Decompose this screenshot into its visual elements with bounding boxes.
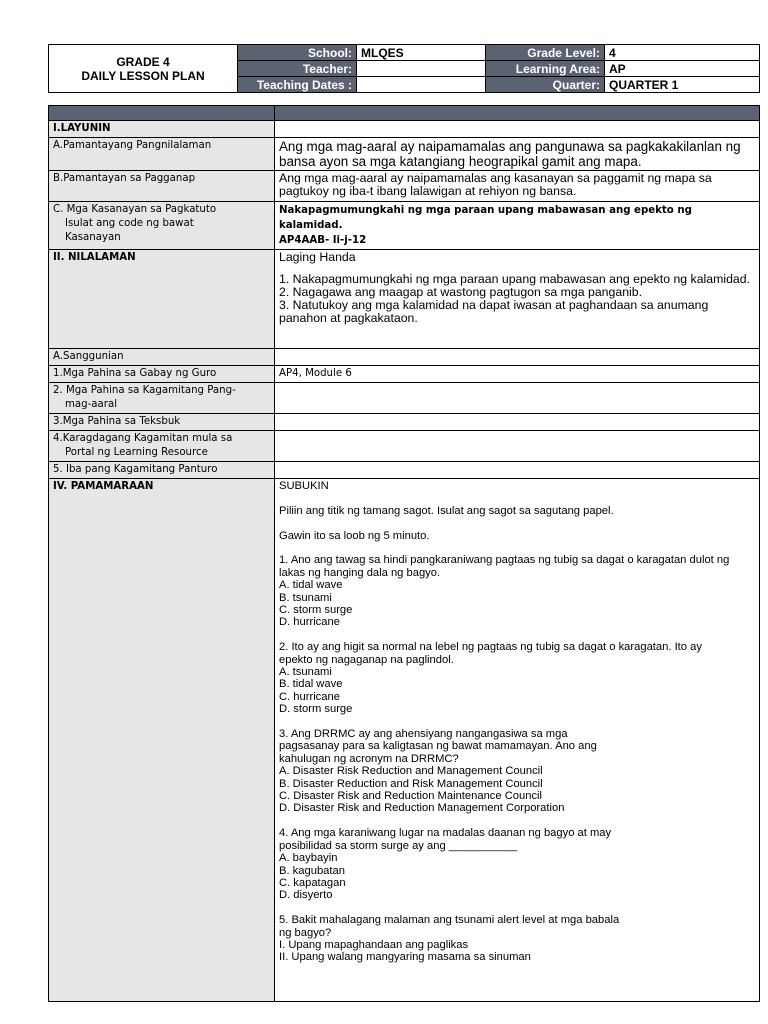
karagdagang-label <box>49 431 275 462</box>
teaching-dates-label: Teaching Dates : <box>238 77 357 93</box>
grade-level-value: 4 <box>605 45 760 61</box>
row-kasanayan <box>49 202 760 250</box>
grade-level-label: Grade Level: <box>486 45 605 61</box>
nilalaman-item-1: 1. Nakapagmumungkahi ng mga paraan upang mabawasan ang epekto ng kalamidad. <box>279 272 751 286</box>
layunin-label: I.LAYUNIN <box>49 121 275 138</box>
row-layunin <box>49 121 760 138</box>
row-gabay <box>49 366 760 383</box>
nilalaman-label: II. NILALAMAN <box>49 250 275 349</box>
instruction-1: Piliin ang titik ng tamang sagot. Isulat ang sagot sa sagutang papel. <box>279 504 614 517</box>
learning-area-value: AP <box>605 61 760 77</box>
quarter-value: QUARTER 1 <box>605 77 760 93</box>
kasanayan-label <box>49 202 275 250</box>
row-sanggunian <box>49 349 760 366</box>
row-pagganap <box>49 171 760 202</box>
pangnilalaman-value: Ang mga mag-aaral ay naipamamalas ang pangunawa sa pagkakakilanlan ng bansa ayon sa mga katangiang heograpikal gamit ang mapa. <box>279 139 741 169</box>
kagamitan-label-2: mag-aaral <box>65 399 118 410</box>
teaching-dates-value <box>357 77 486 93</box>
iba-label: 5. Iba pang Kagamitang Panturo <box>49 462 275 479</box>
teksbuk-label: 3.Mga Pahina sa Teksbuk <box>49 414 275 431</box>
nilalaman-item-2: 2. Nagagawa ang maagap at wastong pagtugon sa mga panganib. <box>279 285 643 299</box>
pamamaraan-label: IV. PAMAMARAAN <box>49 479 275 1002</box>
row-karagdagang <box>49 431 760 462</box>
row-kagamitan <box>49 383 760 414</box>
sanggunian-label: A.Sanggunian <box>49 349 275 366</box>
row-nilalaman <box>49 250 760 349</box>
pagganap-value: Ang mga mag-aaral ay naipamamalas ang kasanayan sa paggamit ng mapa sa pagtukoy ng iba-t ibang lalawigan at rehiyon ng bansa. <box>279 171 712 198</box>
school-value: MLQES <box>357 45 486 61</box>
title-dlp: DAILY LESSON PLAN <box>81 68 205 83</box>
learning-area-label: Learning Area: <box>486 61 605 77</box>
nilalaman-item-3: 3. Natutukoy ang mga kalamidad na dapat iwasan at paghandaan sa anumang panahon at pagkakataon. <box>279 298 709 325</box>
question-4: 4. Ang mga karaniwang lugar na madalas daanan ng bagyo at may posibilidad sa storm surge ay ang ___________ A. baybayin B. kagubatan C. kapatagan D. disyerto <box>279 827 612 902</box>
instruction-2: Gawin ito sa loob ng 5 minuto. <box>279 529 430 542</box>
header-table <box>48 44 760 93</box>
school-label: School: <box>238 45 357 61</box>
question-1: 1. Ano ang tawag sa hindi pangkaraniwang pagtaas ng tubig sa dagat o karagatan dulot ng lakas ng hanging dala ng bagyo. A. tidal wave B. tsunami C. storm surge D. hurricane <box>279 554 730 629</box>
kagamitan-label <box>49 383 275 414</box>
gabay-value: AP4, Module 6 <box>279 368 352 379</box>
row-iba <box>49 462 760 479</box>
pangnilalaman-label: A.Pamantayang Pangnilalaman <box>49 138 275 171</box>
nilalaman-title: Laging Handa <box>279 250 356 264</box>
karagdagang-label-2: Portal ng Learning Resource <box>65 447 208 458</box>
question-2: 2. Ito ay ang higit sa normal na lebel ng pagtaas ng tubig sa dagat o karagatan. Ito ay epekto ng nagaganap na paglindol. A. tsunami B. tidal wave C. hurricane D. storm surge <box>279 641 702 716</box>
teacher-value <box>357 61 486 77</box>
teacher-label: Teacher: <box>238 61 357 77</box>
row-pangnilalaman <box>49 138 760 171</box>
subukin-heading: SUBUKIN <box>279 480 329 492</box>
title-grade: GRADE 4 <box>116 54 170 69</box>
quarter-label: Quarter: <box>486 77 605 93</box>
gabay-label: 1.Mga Pahina sa Gabay ng Guro <box>49 366 275 383</box>
lesson-plan-title <box>49 45 238 93</box>
kagamitan-label-1: 2. Mga Pahina sa Kagamitang Pang- <box>53 385 236 396</box>
karagdagang-label-1: 4.Karagdagang Kagamitan mula sa <box>53 433 233 444</box>
question-5: 5. Bakit mahalagang malaman ang tsunami alert level at mga babala ng bagyo? I. Upang mapaghandaan ang paglikas II. Upang walang mangyaring masama sa sinuman <box>279 914 620 964</box>
table-band <box>49 106 760 121</box>
pamamaraan-content <box>275 479 760 1002</box>
kasanayan-code: AP4AAB- Ii-j-12 <box>279 235 367 246</box>
kasanayan-label-2: Isulat ang code ng bawat <box>65 218 194 229</box>
pagganap-label: B.Pamantayan sa Pagganap <box>49 171 275 202</box>
row-teksbuk <box>49 414 760 431</box>
kasanayan-label-3: Kasanayan <box>65 232 121 243</box>
row-pamamaraan <box>49 479 760 1002</box>
kasanayan-value: Nakapagmumungkahi ng mga paraan upang mabawasan ang epekto ng kalamidad. <box>279 205 692 231</box>
kasanayan-label-1: C. Mga Kasanayan sa Pagkatuto <box>53 204 217 215</box>
lesson-table <box>48 105 760 1002</box>
question-3: 3. Ang DRRMC ay ang ahensiyang nangangasiwa sa mga pagsasanay para sa kaligtasan ng bawat mamamayan. Ano ang kahulugan ng acronym na DRRMC? A. Disaster Risk Reduction and Management Council B. Disaster Reduction and Risk Management Council C. Disaster Risk and Reduction Maintenance Council D. Disaster Risk and Reduction Management Corporation <box>279 728 597 815</box>
